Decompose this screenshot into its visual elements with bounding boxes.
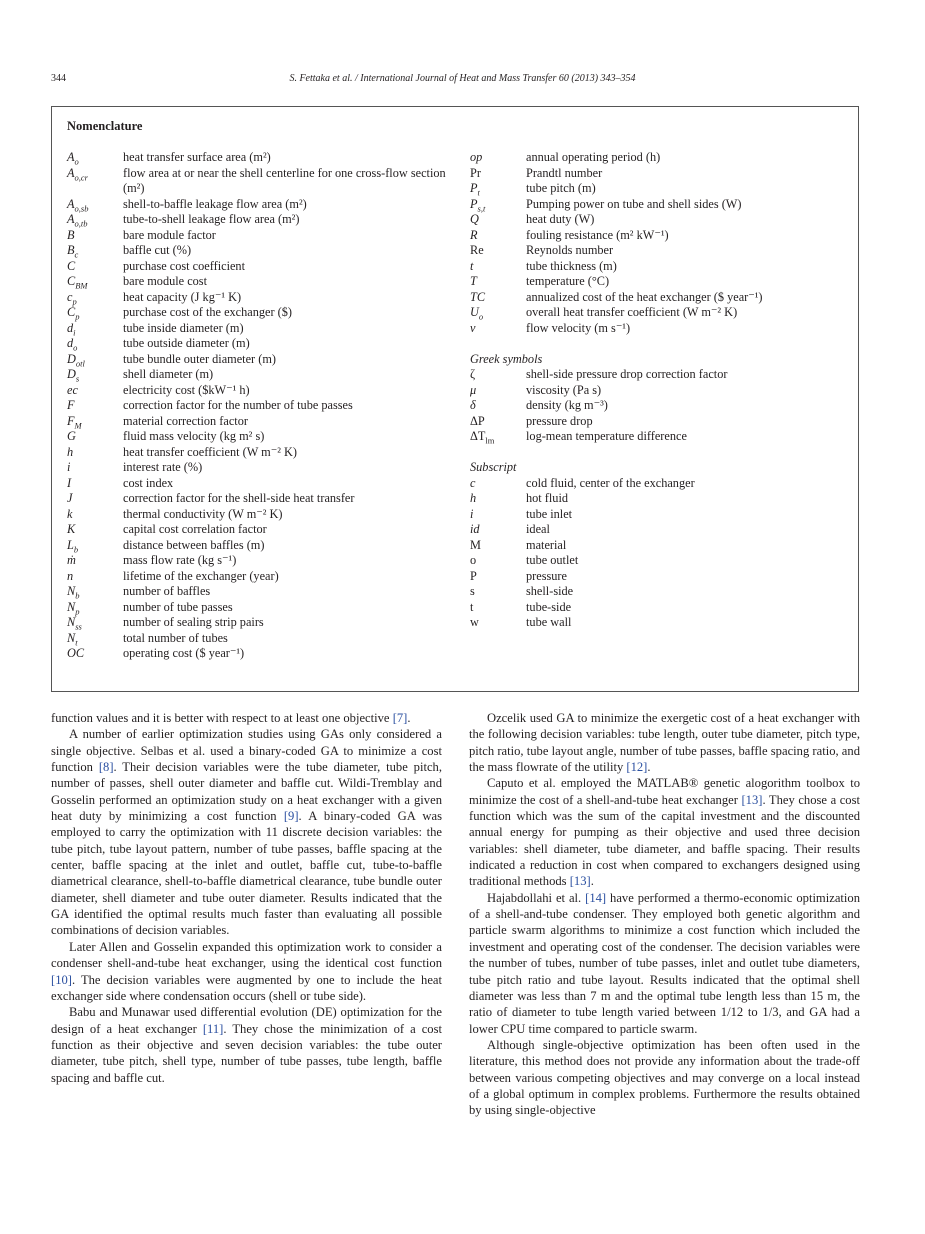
symbol <box>470 181 526 197</box>
nomenclature-entry <box>470 212 850 228</box>
nomenclature-entry <box>470 305 850 321</box>
nomenclature-right-column <box>470 150 850 631</box>
symbol <box>470 600 526 616</box>
symbol <box>67 352 123 368</box>
nomenclature-entry <box>470 321 850 337</box>
symbol-base: U <box>470 305 479 319</box>
symbol-base: c <box>470 475 476 490</box>
definition: cold fluid, center of the exchanger <box>526 475 695 490</box>
nomenclature-entry <box>67 383 447 399</box>
symbol <box>67 150 123 166</box>
symbol <box>67 507 123 523</box>
definition: density (kg m⁻³) <box>526 398 608 412</box>
definition: operating cost ($ year⁻¹) <box>123 646 245 660</box>
symbol-subscript: otl <box>75 357 85 368</box>
definition: annualized cost of the heat exchanger ($ year⁻¹) <box>526 289 763 304</box>
nomenclature-entry <box>470 243 850 259</box>
definition: pressure <box>526 568 567 583</box>
nomenclature-entry <box>67 476 447 492</box>
symbol-subscript: p <box>72 295 77 306</box>
symbol <box>67 305 123 321</box>
symbol-base: B <box>67 243 75 257</box>
symbol-base: ec <box>67 382 78 397</box>
definition: number of sealing strip pairs <box>123 615 264 629</box>
symbol-base: D <box>67 367 76 381</box>
definition: pressure drop <box>526 413 593 428</box>
paragraph: function values and it is better with respect to at least one objective [7]. <box>51 711 411 725</box>
nomenclature-entry <box>470 491 850 507</box>
body-right-column <box>469 710 860 1119</box>
definition: correction factor for the shell-side heat transfer <box>123 491 355 505</box>
symbol-base: N <box>67 630 76 645</box>
definition: shell-side <box>526 584 574 598</box>
citation-link[interactable]: [12] <box>626 760 648 775</box>
symbol-subscript: o <box>74 156 79 167</box>
symbol <box>67 166 123 197</box>
definition: Pumping power on tube and shell sides (W) <box>526 196 742 211</box>
symbol-base: c <box>67 289 73 304</box>
symbol-base: A <box>67 196 75 211</box>
definition: capital cost correlation factor <box>123 522 267 536</box>
symbol <box>470 398 526 414</box>
symbol <box>67 522 123 538</box>
symbol-base: ζ <box>470 367 476 381</box>
nomenclature-entry <box>67 460 447 476</box>
symbol <box>67 259 123 275</box>
symbol-subscript: i <box>73 326 76 337</box>
symbol <box>67 414 123 430</box>
nomenclature-entry <box>67 522 447 538</box>
nomenclature-entry <box>67 491 447 507</box>
symbol-base: D <box>67 351 76 366</box>
symbol <box>470 212 526 228</box>
nomenclature-entry <box>67 569 447 585</box>
symbol-base: ṁ <box>67 553 76 567</box>
greek-symbols-heading: Greek symbols <box>470 351 543 366</box>
symbol-base: P <box>470 196 478 211</box>
nomenclature-entry <box>67 414 447 430</box>
definition: lifetime of the exchanger (year) <box>123 568 279 583</box>
symbol-subscript: t <box>477 187 480 198</box>
symbol-subscript: p <box>75 605 80 616</box>
nomenclature-left-column <box>67 150 447 662</box>
definition: ideal <box>526 522 550 536</box>
nomenclature-entry <box>67 228 447 244</box>
definition: mass flow rate (kg s⁻¹) <box>123 553 237 567</box>
paragraph: Although single-objective optimization has been often used in the literature, this method does not provide any information about the trade-off between various competing objectives and may converge on a local instead of a global optimum in complex problems. Furthermore the results obtained by using single-objective <box>469 1037 860 1118</box>
symbol-subscript: o,cr <box>74 171 88 182</box>
citation-link[interactable]: [13] <box>569 874 591 889</box>
symbol <box>67 429 123 445</box>
symbol-base: C <box>67 305 76 319</box>
symbol <box>470 414 526 430</box>
symbol-base: ΔT <box>470 429 486 443</box>
nomenclature-entry <box>67 274 447 290</box>
symbol <box>470 228 526 244</box>
definition: distance between baffles (m) <box>123 537 265 552</box>
definition: tube thickness (m) <box>526 258 617 273</box>
symbol-base: o <box>470 553 477 567</box>
symbol-base: s <box>470 584 475 598</box>
symbol-base: v <box>470 320 476 335</box>
definition: number of baffles <box>123 584 211 598</box>
nomenclature-entry <box>470 228 850 244</box>
definition: correction factor for the number of tube passes <box>123 398 353 412</box>
symbol <box>470 259 526 275</box>
symbol <box>67 460 123 476</box>
symbol-base: δ <box>470 398 476 412</box>
symbol-base: C <box>67 274 76 288</box>
definition: heat capacity (J kg⁻¹ K) <box>123 289 242 304</box>
definition: tube bundle outer diameter (m) <box>123 351 276 366</box>
nomenclature-entry <box>470 615 850 631</box>
symbol-subscript: BM <box>75 280 88 291</box>
symbol-base: Pr <box>470 165 481 180</box>
citation-link[interactable]: [8] <box>98 760 114 775</box>
symbol <box>470 321 526 337</box>
symbol <box>67 476 123 492</box>
definition: overall heat transfer coefficient (W m⁻² K) <box>526 305 738 319</box>
symbol <box>470 243 526 259</box>
symbol-base: B <box>67 227 75 242</box>
symbol <box>470 166 526 182</box>
symbol <box>470 615 526 631</box>
paragraph: Babu and Munawar used differential evolution (DE) optimization for the design of a heat exchanger [11]. They chose the minimization of a cost function as their objective and seven decision variables: the tube outer diameter, tube pitch, shell type, number of tube passes, tube length, baffle spacing and baffle cut. <box>51 1005 443 1085</box>
symbol <box>67 445 123 461</box>
nomenclature-entry <box>67 259 447 275</box>
nomenclature-entry <box>67 352 447 368</box>
symbol-base: TC <box>470 289 486 304</box>
definition: log-mean temperature difference <box>526 429 687 443</box>
symbol-subscript: b <box>75 590 80 601</box>
symbol-base: C <box>67 258 76 273</box>
symbol-base: N <box>67 615 76 629</box>
symbol-base: k <box>67 506 73 521</box>
symbol <box>470 197 526 213</box>
nomenclature-entry <box>67 584 447 600</box>
paragraph: A number of earlier optimization studies using GAs only considered a single objective. Selbas et al. used a binary-coded GA to minimize a cost function [8]. Their decision variables were the tube diameter, tube pitch, number of passes, shell outer diameter and baffle cut. Wildi-Tremblay and Gosselin performed an optimization study on a heat exchanger with a given heat duty by minimizing a cost function [9]. A binary-coded GA was employed to carry the optimization with 11 discrete decision variables: the tube pitch, tube layout pattern, number of tube passes, baffle spacing at the center, baffle spacing at the inlet and outlet, baffle cut, tube-to-baffle diametrical clearance, shell-to-baffle diametrical clearance, tube bundle outer diameter, shell diameter and tube outer diameter. Results indicated that the GA identified the optimal results much faster than evaluating all possible combinations of decision variables. <box>51 727 443 938</box>
nomenclature-entry <box>470 181 850 197</box>
symbol-base: T <box>470 274 477 288</box>
definition: annual operating period (h) <box>526 150 661 164</box>
symbol <box>67 336 123 352</box>
symbol <box>67 383 123 399</box>
nomenclature-entry <box>67 243 447 259</box>
symbol <box>67 367 123 383</box>
definition: flow area at or near the shell centerline for one cross-flow section (m²) <box>123 165 446 195</box>
symbol-base: I <box>67 475 72 490</box>
definition: thermal conductivity (W m⁻² K) <box>123 506 283 521</box>
symbol-base: h <box>470 491 477 505</box>
definition: total number of tubes <box>123 630 228 645</box>
nomenclature-entry <box>470 476 850 492</box>
definition: bare module cost <box>123 274 208 288</box>
nomenclature-entry <box>470 383 850 399</box>
nomenclature-entry <box>470 398 850 414</box>
symbol-base: N <box>67 584 76 598</box>
symbol-base: Q <box>470 212 479 226</box>
nomenclature-entry <box>470 290 850 306</box>
symbol <box>470 476 526 492</box>
symbol-subscript: lm <box>485 435 495 446</box>
symbol-base: Re <box>470 243 484 257</box>
definition: shell-side pressure drop correction factor <box>526 367 728 381</box>
nomenclature-entry <box>470 538 850 554</box>
symbol <box>67 398 123 414</box>
symbol <box>470 150 526 166</box>
nomenclature-entry <box>67 150 447 166</box>
definition: cost index <box>123 475 174 490</box>
running-header: S. Fettaka et al. / International Journal of Heat and Mass Transfer 60 (2013) 343–354 <box>289 73 636 84</box>
symbol-base: P <box>470 568 477 583</box>
symbol <box>470 522 526 538</box>
subscript-heading: Subscript <box>470 460 517 474</box>
symbol-base: K <box>67 522 76 536</box>
symbol <box>67 646 123 662</box>
definition: fluid mass velocity (kg m² s) <box>123 429 265 443</box>
symbol-base: n <box>67 568 74 583</box>
symbol-base: i <box>67 460 71 474</box>
nomenclature-entry <box>470 600 850 616</box>
page-number: 344 <box>51 73 66 84</box>
symbol-subscript: s <box>75 373 80 384</box>
definition: tube pitch (m) <box>526 181 596 195</box>
nomenclature-entry <box>470 429 850 445</box>
symbol <box>470 305 526 321</box>
symbol-base: t <box>470 258 474 273</box>
symbol-subscript: ss <box>75 621 82 632</box>
symbol-base: ΔP <box>470 413 485 428</box>
definition: Reynolds number <box>526 243 614 257</box>
nomenclature-entry <box>470 197 850 213</box>
symbol <box>470 429 526 445</box>
definition: tube outside diameter (m) <box>123 336 250 350</box>
definition: material correction factor <box>123 413 248 428</box>
symbol-base: d <box>67 336 74 350</box>
nomenclature-entry <box>67 367 447 383</box>
citation-link[interactable]: [14] <box>585 890 607 905</box>
symbol <box>470 491 526 507</box>
nomenclature-entry <box>470 569 850 585</box>
symbol-base: id <box>470 522 480 536</box>
nomenclature-entry <box>67 631 447 647</box>
symbol <box>67 197 123 213</box>
symbol-base: F <box>67 413 75 428</box>
definition: flow velocity (m s⁻¹) <box>526 320 631 335</box>
definition: shell diameter (m) <box>123 367 214 381</box>
nomenclature-entry <box>470 414 850 430</box>
nomenclature-entry <box>67 197 447 213</box>
nomenclature-entry <box>67 553 447 569</box>
definition: heat transfer surface area (m²) <box>123 150 271 164</box>
symbol-base: A <box>67 212 75 226</box>
definition: Prandtl number <box>526 165 603 180</box>
citation-link[interactable]: [10] <box>51 972 72 987</box>
symbol <box>67 615 123 631</box>
body-left-column <box>51 710 442 1086</box>
nomenclature-title: Nomenclature <box>67 119 143 133</box>
symbol-subscript: M <box>74 419 82 430</box>
symbol <box>470 553 526 569</box>
nomenclature-entry <box>470 507 850 523</box>
symbol <box>67 553 123 569</box>
citation-link[interactable]: [11] <box>202 1021 224 1036</box>
definition: electricity cost ($kW⁻¹ h) <box>123 382 250 397</box>
definition: tube-to-shell leakage flow area (m²) <box>123 212 300 226</box>
symbol-base: t <box>470 599 474 614</box>
nomenclature-entry <box>470 166 850 182</box>
nomenclature-entry <box>67 212 447 228</box>
symbol-base: N <box>67 599 76 614</box>
symbol <box>67 274 123 290</box>
definition: heat duty (W) <box>526 212 595 226</box>
nomenclature-box <box>51 106 859 692</box>
symbol-subscript: o <box>478 311 484 322</box>
definition: material <box>526 537 567 552</box>
definition: purchase cost of the exchanger ($) <box>123 305 293 319</box>
symbol-base: L <box>67 537 74 552</box>
symbol <box>67 290 123 306</box>
nomenclature-entry <box>67 321 447 337</box>
paragraph: Caputo et al. employed the MATLAB® genetic alogorithm toolbox to minimize the cost of a shell-and-tube heat exchanger [13]. They chose a cost function which was the sum of the capital investment and the discounted annual energy for pumping as their objective and used three decision variables: shell diameter, tube diameter, and baffle spacing. Their results indicated a reduction in cost when compared to exchangers designed using traditional methods [13]. <box>469 776 860 889</box>
symbol-subscript: b <box>73 543 79 554</box>
symbol-base: J <box>67 491 73 505</box>
definition: fouling resistance (m² kW⁻¹) <box>526 227 669 242</box>
nomenclature-entry <box>67 398 447 414</box>
symbol-subscript: o,tb <box>74 218 88 229</box>
definition: purchase cost coefficient <box>123 258 246 273</box>
symbol-base: μ <box>470 382 477 397</box>
symbol-base: w <box>470 615 479 629</box>
symbol <box>470 569 526 585</box>
definition: tube inlet <box>526 506 573 521</box>
definition: tube outlet <box>526 553 579 567</box>
paragraph: Later Allen and Gosselin expanded this optimization work to consider a condenser shell-and-tube heat exchanger, using the identical cost function [10]. The decision variables were augmented by one to include the heat exchanger side where condensation occurs (shell or tube side). <box>51 939 442 1003</box>
definition: shell-to-baffle leakage flow area (m²) <box>123 196 307 211</box>
symbol <box>67 491 123 507</box>
symbol <box>470 538 526 554</box>
symbol-base: M <box>470 537 481 552</box>
symbol <box>67 600 123 616</box>
nomenclature-entry <box>470 259 850 275</box>
symbol-base: A <box>67 165 75 180</box>
symbol <box>470 507 526 523</box>
symbol-subscript: c <box>74 249 79 260</box>
definition: tube-side <box>526 599 572 614</box>
symbol <box>470 383 526 399</box>
nomenclature-entry <box>470 522 850 538</box>
definition: tube inside diameter (m) <box>123 320 244 335</box>
nomenclature-entry <box>67 290 447 306</box>
definition: bare module factor <box>123 227 216 242</box>
symbol-base: R <box>470 227 478 242</box>
definition: heat transfer coefficient (W m⁻² K) <box>123 444 297 459</box>
definition: baffle cut (%) <box>123 243 192 257</box>
symbol-base: F <box>67 398 75 412</box>
symbol <box>67 228 123 244</box>
nomenclature-entry <box>470 150 850 166</box>
symbol <box>67 321 123 337</box>
symbol-base: P <box>470 181 478 195</box>
nomenclature-entry <box>67 646 447 662</box>
nomenclature-entry <box>470 584 850 600</box>
symbol <box>470 367 526 383</box>
symbol-subscript: o,sb <box>74 202 89 213</box>
nomenclature-entry <box>67 429 447 445</box>
nomenclature-entry <box>67 445 447 461</box>
nomenclature-entry <box>67 507 447 523</box>
symbol-base: h <box>67 444 74 459</box>
nomenclature-entry <box>67 336 447 352</box>
symbol <box>67 212 123 228</box>
nomenclature-entry <box>470 367 850 383</box>
symbol <box>67 243 123 259</box>
symbol-base: op <box>470 150 483 164</box>
symbol-base: OC <box>67 646 85 660</box>
nomenclature-entry <box>67 538 447 554</box>
nomenclature-entry <box>470 274 850 290</box>
citation-link[interactable]: [13] <box>741 792 763 807</box>
symbol <box>470 584 526 600</box>
symbol <box>67 569 123 585</box>
paragraph: Hajabdollahi et al. [14] have performed a thermo-economic optimization of a shell-and-tube condenser. They employed both genetic algorithm and particle swarm algorithms to minimize a cost function which included the investment and operating cost of the condenser. The decision variables were the number of tubes, number of tube passes, inlet and outlet tube diameters, tube pitch ratio and tube layout. Results indicated that the optimal shell diameter was less than 7 m and the optimal tube length less than 15 m, the ratio of diameter to tube length varied between 1/12 to 1/3, and GA had a lower CPU time compared to particle swarm. <box>469 890 861 1036</box>
definition: temperature (°C) <box>526 274 610 288</box>
symbol <box>470 274 526 290</box>
definition: hot fluid <box>526 491 569 505</box>
citation-link[interactable]: [7] <box>392 711 408 725</box>
nomenclature-entry <box>67 600 447 616</box>
symbol-base: A <box>67 150 75 164</box>
symbol-base: i <box>470 506 474 521</box>
symbol <box>67 538 123 554</box>
paragraph: Ozcelik used GA to minimize the exergetic cost of a heat exchanger with the following decision variables: tube length, outer tube diameter, pitch type, pitch ratio, tube layout angle, number of tube passes, baffle spacing ratio, and the mass flowrate of the utility [12]. <box>469 711 860 775</box>
nomenclature-entry <box>67 305 447 321</box>
definition: viscosity (Pa s) <box>526 382 602 397</box>
definition: number of tube passes <box>123 599 233 614</box>
symbol <box>67 631 123 647</box>
symbol-base: d <box>67 320 74 335</box>
symbol-subscript: o <box>73 342 78 353</box>
definition: interest rate (%) <box>123 460 203 474</box>
symbol-subscript: p <box>75 311 80 322</box>
symbol-subscript: s,t <box>477 202 486 213</box>
citation-link[interactable]: [9] <box>283 809 299 824</box>
symbol-base: G <box>67 429 76 443</box>
nomenclature-entry <box>67 166 447 197</box>
nomenclature-entry <box>67 615 447 631</box>
symbol <box>470 290 526 306</box>
definition: tube wall <box>526 615 572 629</box>
symbol-subscript: t <box>75 636 78 647</box>
nomenclature-entry <box>470 553 850 569</box>
symbol <box>67 584 123 600</box>
